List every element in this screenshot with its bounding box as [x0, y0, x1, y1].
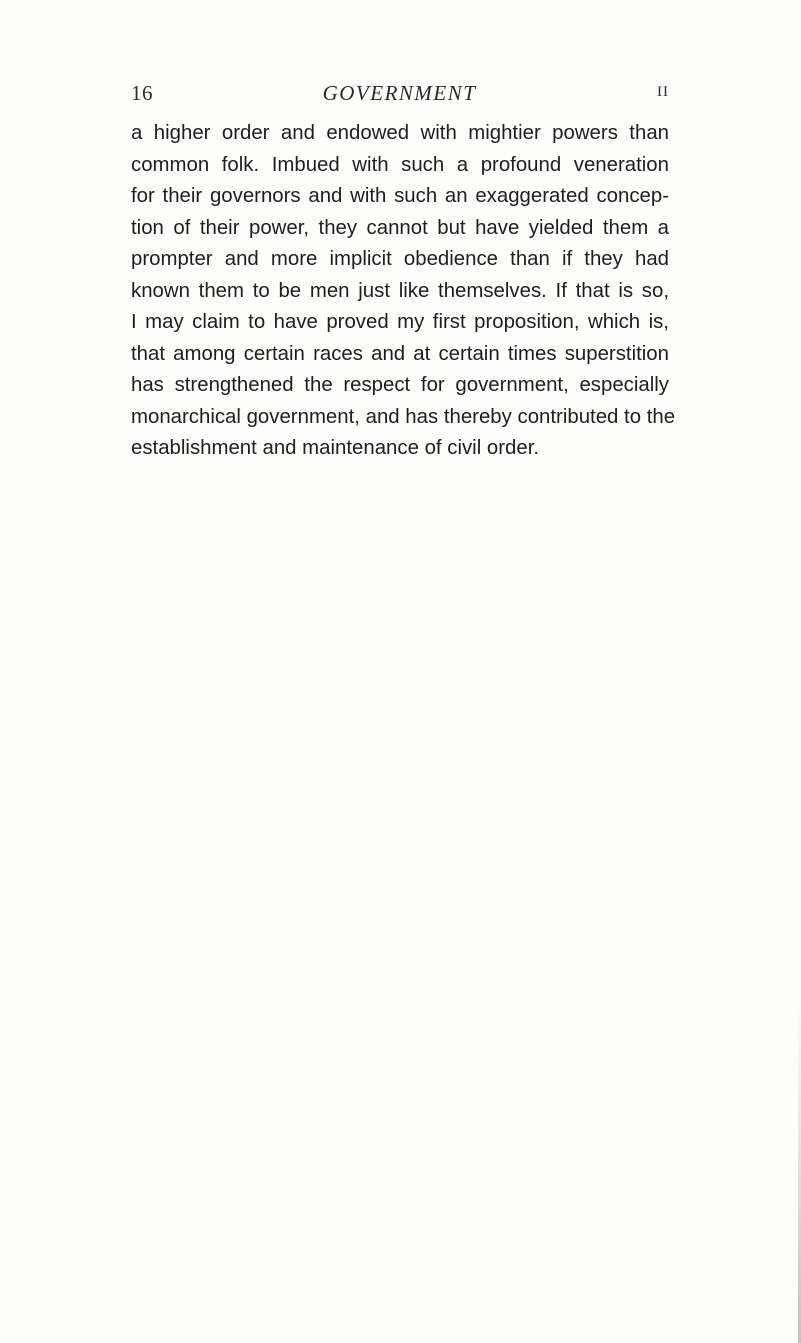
text-line: I may claim to have proved my first proposition, which is, [131, 311, 669, 333]
text-line: common folk. Imbued with such a profound veneration [131, 153, 669, 176]
running-title: GOVERNMENT [322, 81, 477, 105]
text-line: that among certain races and at certain times superstition [131, 342, 669, 365]
text-line: tion of their power, they cannot but have yielded them a [131, 216, 669, 239]
chapter-number: II [657, 84, 669, 100]
page-number: 16 [131, 81, 153, 105]
text-line: monarchical government, and has thereby contributed to the [131, 405, 676, 428]
running-head [131, 81, 668, 111]
text-line: for their governors and with such an exaggerated concep- [131, 185, 669, 207]
text-line: has strengthened the respect for government, especially [131, 374, 669, 396]
text-line-last: establishment and maintenance of civil order. [131, 437, 540, 459]
text-line: a higher order and endowed with mightier powers than [131, 122, 669, 144]
text-line: known them to be men just like themselves. If that is so, [131, 279, 669, 302]
text-line: prompter and more implicit obedience than if they had [131, 248, 669, 270]
body-text [131, 118, 676, 465]
